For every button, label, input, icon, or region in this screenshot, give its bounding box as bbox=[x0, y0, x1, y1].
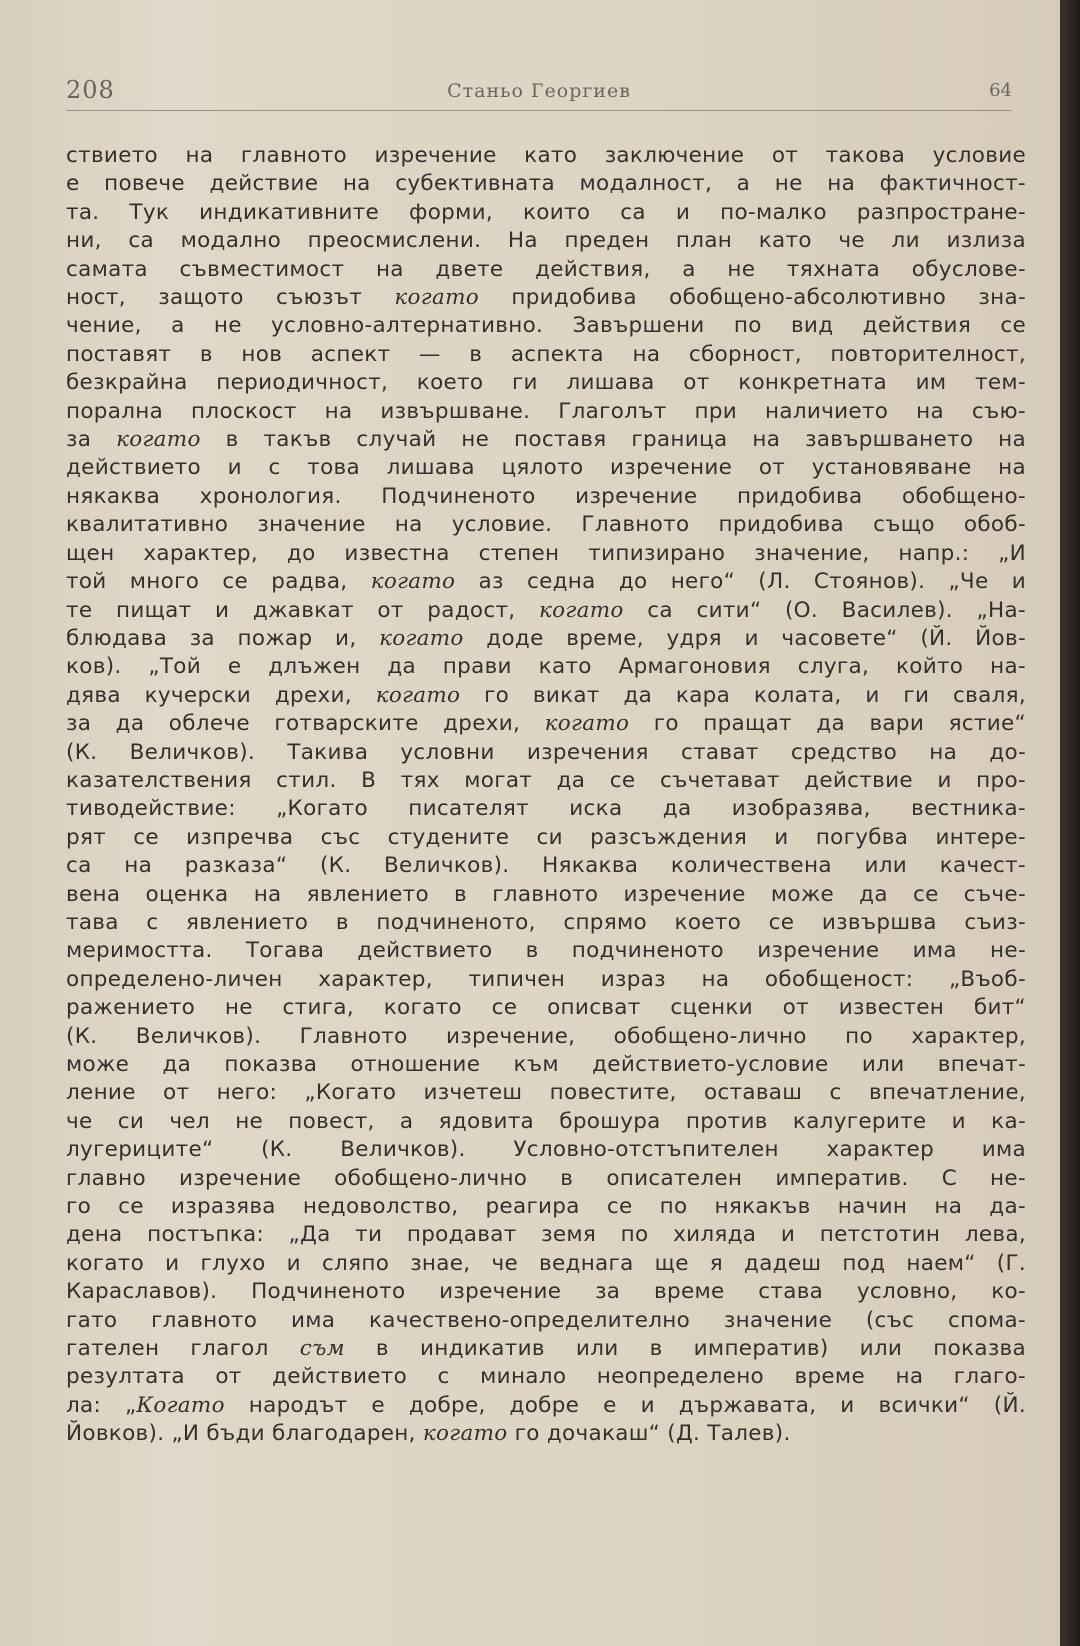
text-line: Йовков). „И бъди благодарен, когато го дочакаш“ (Д. Талев). bbox=[66, 1421, 791, 1447]
text-line: меримостта. Тогава действието в подчиненото изречение има не- bbox=[66, 938, 1026, 964]
text-line: ление от него: „Когато изчетеш повестите, оставаш с впечатление, bbox=[66, 1080, 1026, 1106]
text-line: за когато в такъв случай не поставя граница на завършването на bbox=[66, 427, 1026, 453]
page-header bbox=[66, 70, 1012, 111]
text-line: безкрайна периодичност, което ги лишава от конкретната им тем- bbox=[66, 370, 1026, 396]
text-line: тиводействие: „Когато писателят иска да изобразява, вестникa- bbox=[66, 796, 1026, 822]
text-line: ла: „Когато народът е добре, добре е и държавата, и всички“ (Й. bbox=[66, 1392, 1026, 1418]
text-line: ност, защото съюзът когато придобива обобщено-абсолютивно зна- bbox=[66, 285, 1026, 311]
text-line: го се изразява недоволство, реагира се по някакъв начин на да- bbox=[66, 1194, 1026, 1220]
signature-number: 64 bbox=[989, 80, 1012, 101]
text-line: гателен глагол съм в индикатив или в императив) или показва bbox=[66, 1336, 1026, 1362]
body-text bbox=[66, 142, 1026, 1449]
text-line: той много се радва, когато аз седна до него“ (Л. Стоянов). „Че и bbox=[66, 569, 1026, 595]
text-line: някаква хронология. Подчиненото изречение придобива обобщено- bbox=[66, 483, 1026, 509]
text-line: порална плоскост на извършване. Глаголът при наличието на съю- bbox=[66, 398, 1026, 424]
text-line: казателствения стил. В тях могат да се съчетават действие и про- bbox=[66, 767, 1026, 793]
text-line: е повече действие на субективната модалност, а не на фактичност- bbox=[66, 171, 1026, 197]
text-line: лугериците“ (К. Величков). Условно-отстъпителен характер има bbox=[66, 1137, 1026, 1163]
text-line: поставят в нов аспект — в аспекта на сборност, повторителност, bbox=[66, 341, 1026, 367]
text-line: щен характер, до известна степен типизирано значение, напр.: „И bbox=[66, 540, 1026, 566]
text-line: определено-личен характер, типичен израз на обобщеност: „Въоб- bbox=[66, 966, 1026, 992]
text-line: главно изречение обобщено-лично в описателен императив. С не- bbox=[66, 1165, 1026, 1191]
running-title: Станьо Георгиев bbox=[447, 80, 631, 102]
text-line: за да облече готварските дрехи, когато го пращат да вари ястие“ bbox=[66, 711, 1026, 737]
text-line: самата съвместимост на двете действия, а не тяхната обуслове- bbox=[66, 256, 1026, 282]
text-line: дена постъпка: „Да ти продават земя по хиляда и петстотин лева, bbox=[66, 1222, 1026, 1248]
text-line: рят се изпречва със студените си разсъждения и погубва интере- bbox=[66, 824, 1026, 850]
book-spine-edge bbox=[1060, 0, 1080, 1646]
text-line: може да показва отношение към действието-условие или впечат- bbox=[66, 1052, 1026, 1077]
text-line: (К. Величков). Главното изречение, обобщено-лично по характер, bbox=[66, 1023, 1026, 1049]
text-line: те пищат и джавкат от радост, когато са сити“ (О. Василев). „На- bbox=[66, 597, 1026, 623]
text-line: блюдава за пожар и, когато доде време, удря и часовете“ (Й. Йов- bbox=[66, 625, 1026, 651]
text-line: действието и с това лишава цялото изречение от установяване на bbox=[66, 455, 1026, 481]
text-line: резултата от действието с минало неопределено време на глаго- bbox=[66, 1364, 1026, 1390]
text-line: тава с явлението в подчиненото, спрямо което се извършва съиз- bbox=[66, 909, 1026, 935]
text-line: (К. Величков). Такива условни изречения стават средство на до- bbox=[66, 739, 1026, 765]
text-line: ни, са модално преосмислени. На преден план като че ли излиза bbox=[66, 228, 1026, 254]
page-number: 208 bbox=[66, 76, 115, 104]
text-line: когато и глухо и сляпо знае, че веднага ще я дадеш под наем“ (Г. bbox=[66, 1250, 1026, 1276]
text-line: дява кучерски дрехи, когато го викат да кара колата, и ги сваля, bbox=[66, 682, 1026, 708]
text-line: са на разказа“ (К. Величков). Някаква количествена или качест- bbox=[66, 853, 1026, 879]
text-line: чение, а не условно-алтернативно. Завършени по вид действия се bbox=[66, 313, 1026, 339]
text-line: вена оценка на явлението в главното изречение може да се съче- bbox=[66, 881, 1026, 907]
text-line: гато главното има качествено-определително значение (със спома- bbox=[66, 1307, 1026, 1333]
text-line: квалитативно значение на условие. Главното придобива също обоб- bbox=[66, 512, 1026, 538]
text-line: Караславов). Подчиненото изречение за време става условно, ко- bbox=[66, 1279, 1026, 1305]
text-line: ражението не стига, когато се описват сценки от известен бит“ bbox=[66, 995, 1026, 1021]
text-line: че си чел не повест, а ядовита брошура против калугерите и ка- bbox=[66, 1108, 1026, 1134]
text-line: та. Тук индикативните форми, които са и по-малко разпростране- bbox=[66, 199, 1026, 225]
text-line: ков). „Той е длъжен да прави като Армагоновия слуга, който на- bbox=[66, 654, 1026, 680]
text-line: ствието на главното изречение като заключение от такова условие bbox=[66, 143, 1026, 168]
